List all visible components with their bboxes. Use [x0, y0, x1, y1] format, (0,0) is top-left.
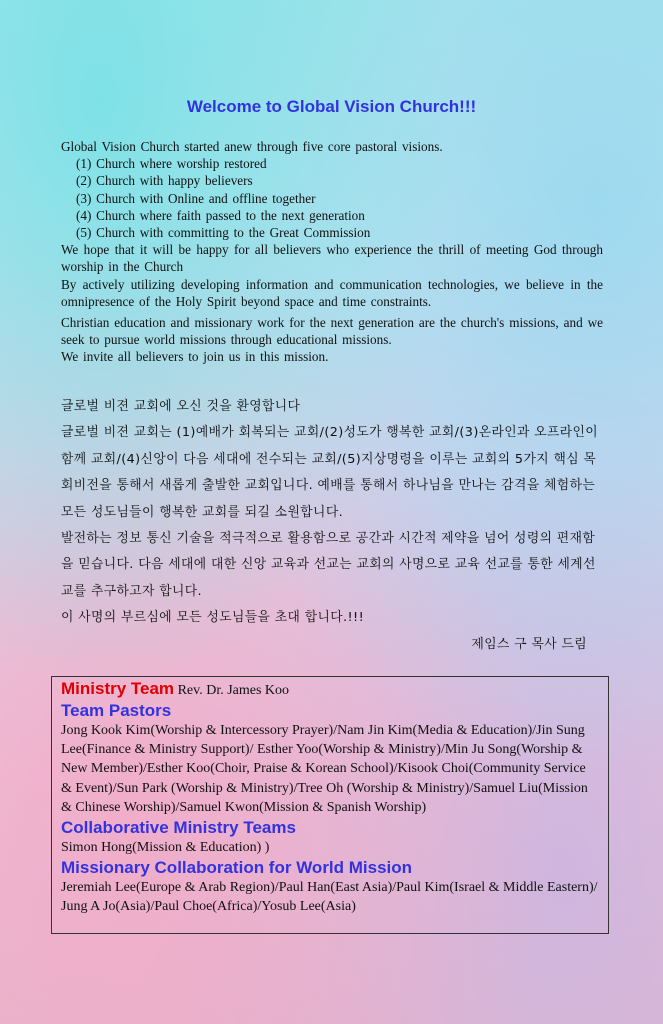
- technology-text: By actively utilizing developing information and communication technologies, we believe in the omnipresence of the Holy Spirit beyond space and time constraints.: [61, 276, 603, 309]
- vision-item: (4) Church where faith passed to the next generation: [76, 207, 365, 223]
- missionary-heading: Missionary Collaboration for World Mission: [61, 858, 413, 878]
- english-section: [61, 138, 603, 366]
- missionary-list: Jeremiah Lee(Europe & Arab Region)/Paul Han(East Asia)/Paul Kim(Israel & Middle Eastern)/ Jung A Jo(Asia)/Paul Choe(Africa)/Yosub Lee(Asia): [61, 880, 598, 915]
- korean-signature: 제임스 구 목사 드림: [471, 636, 587, 652]
- korean-paragraph-2: 발전하는 정보 통신 기술을 적극적으로 활용함으로 공간과 시간적 제약을 넘어 성령의 편재함을 믿습니다. 다음 세대에 대한 신앙 교육과 선교는 교회의 사명으로 교육 선교를 통한 세계선교를 추구하고자 합니다.: [61, 531, 596, 599]
- ministry-team-heading: Ministry Team: [61, 679, 175, 698]
- korean-section: [61, 394, 603, 658]
- ministry-team-row: [61, 679, 600, 700]
- team-pastors-heading: Team Pastors: [61, 701, 172, 720]
- intro-text: Global Vision Church started anew through five core pastoral visions.: [61, 139, 443, 154]
- ministry-team-box: [51, 676, 609, 934]
- korean-welcome: 글로벌 비젼 교회에 오신 것을 환영합니다: [61, 399, 301, 414]
- collaborative-teams-list: Simon Hong(Mission & Education) ): [61, 840, 270, 856]
- vision-item: (5) Church with committing to the Great Commission: [76, 225, 371, 241]
- vision-item: (2) Church with happy believers: [76, 173, 253, 189]
- team-leader: Rev. Dr. James Koo: [177, 683, 290, 698]
- vision-item: (1) Church where worship restored: [76, 156, 267, 172]
- korean-paragraph-1: 글로벌 비젼 교회는 (1)예배가 회복되는 교회/(2)성도가 행복한 교회/(3)온라인과 오프라인이 함께 교회/(4)신앙이 다음 세대에 전수되는 교회/(5)지상명령을 이루는 교회의 5가지 핵심 목회비전을 통해서 새롭게 출발한 교회입니다. 예배를 통해서 하나님을 만나는 감격을 체험하는 모든 성도님들이 행복한 교회를 되길 소원합니다.: [61, 425, 599, 520]
- hope-text: We hope that it will be happy for all believers who experience the thrill of meeting God through worship in the Church: [61, 242, 603, 275]
- collaborative-teams-heading: Collaborative Ministry Teams: [61, 818, 296, 838]
- page-title: Welcome to Global Vision Church!!!: [186, 97, 477, 116]
- team-pastors-list: Jong Kook Kim(Worship & Intercessory Prayer)/Nam Jin Kim(Media & Education)/Jin Sung Lee(Finance & Ministry Support)/ Esther Yoo(Worship & Ministry)/Min Ju Song(Worship & New Member)/Esther Koo(Choir, Praise & Korean School)/Kisook Choi(Community Service & Event)/Sun Park (Worship & Ministry)/Tree Oh (Worship & Ministry)/Samuel Liu(Mission & Chinese Worship)/Samuel Kwon(Mission & Spanish Worship): [61, 723, 588, 815]
- education-text: Christian education and missionary work for the next generation are the church's missions, and we seek to pursue world missions through educational missions.: [61, 315, 603, 348]
- vision-item: (3) Church with Online and offline together: [76, 190, 316, 206]
- korean-paragraph-3: 이 사명의 부르심에 모든 성도님들을 초대 합니다.!!!: [61, 610, 365, 626]
- invite-text: We invite all believers to join us in this mission.: [61, 349, 329, 365]
